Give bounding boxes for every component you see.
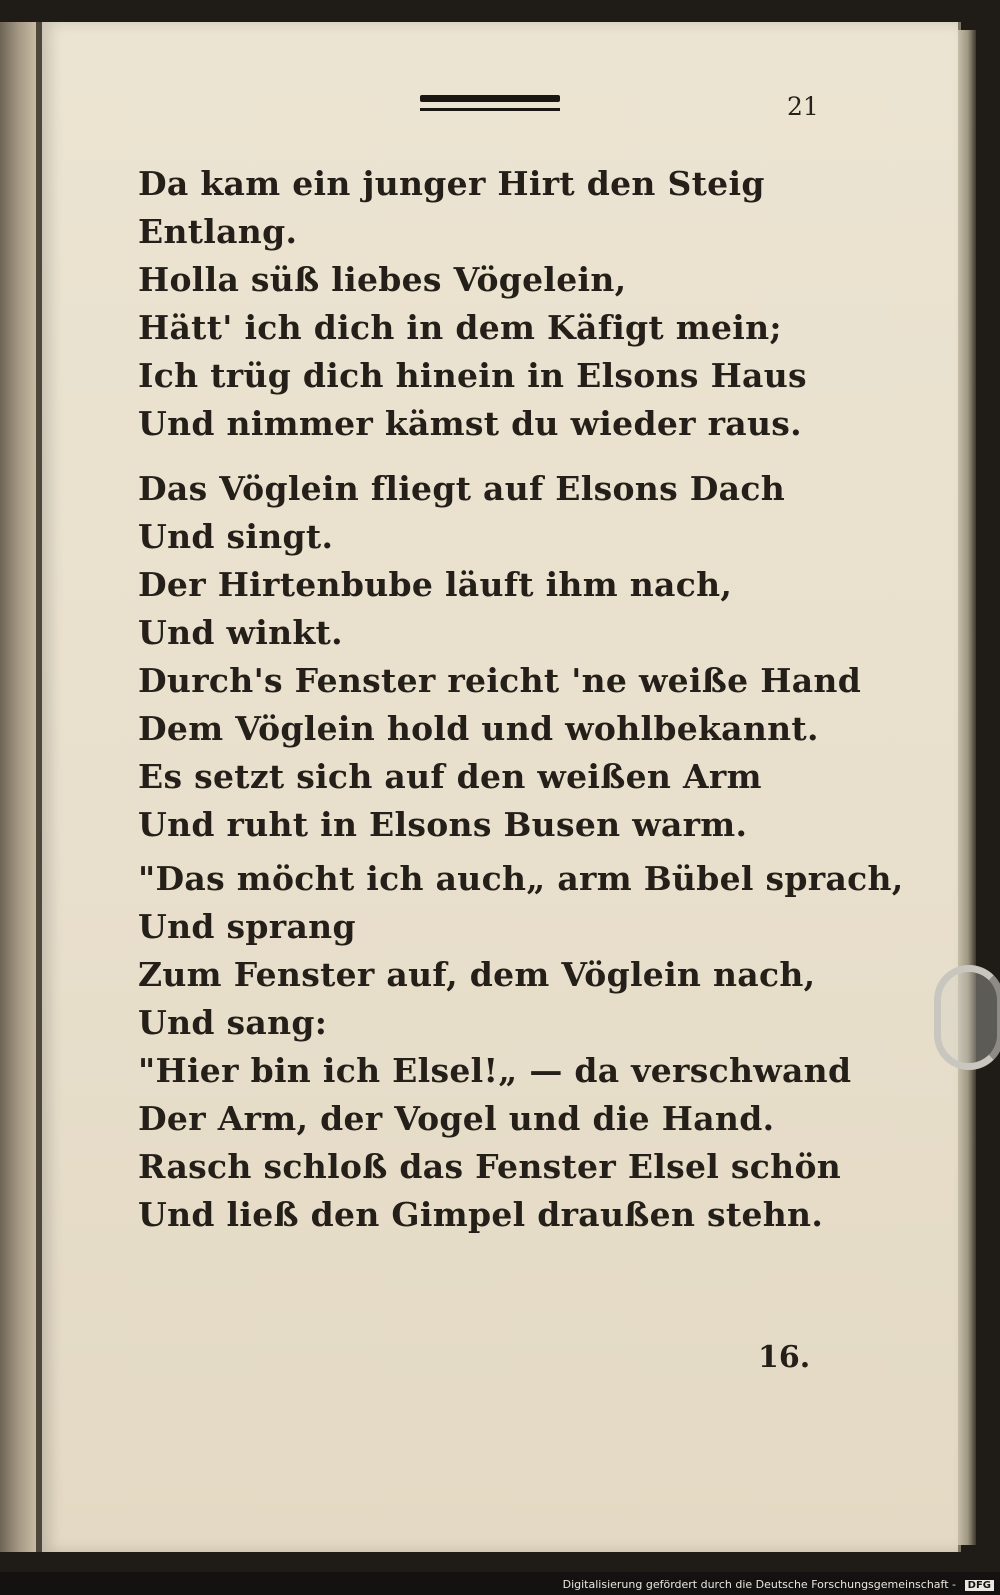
page-stack-edge <box>958 30 976 1545</box>
verse-line: Ich trüg dich hinein in Elsons Haus <box>138 356 807 395</box>
verse-line: "Hier bin ich Elsel!„ — da verschwand <box>138 1051 852 1090</box>
verse-line: Das Vöglein fliegt auf Elsons Dach <box>138 469 786 508</box>
verse-line: Zum Fenster auf, dem Vöglein nach, <box>138 955 816 994</box>
verse-line: "Das möcht ich auch„ arm Bübel sprach, <box>138 859 904 898</box>
verse-line: Der Hirtenbube läuft ihm nach, <box>138 565 733 604</box>
verse-line: Der Arm, der Vogel und die Hand. <box>138 1099 775 1138</box>
header-rule-thick <box>420 95 560 102</box>
verse-line: Und ruht in Elsons Busen warm. <box>138 805 748 844</box>
stanza-2 <box>138 465 861 849</box>
verse-line: Und sprang <box>138 907 356 946</box>
verse-line: Da kam ein junger Hirt den Steig <box>138 164 765 203</box>
verse-line: Hätt' ich dich in dem Käfigt mein; <box>138 308 782 347</box>
verse-line: Und nimmer kämst du wieder raus. <box>138 404 802 443</box>
previous-page-edge <box>0 22 38 1552</box>
funding-credit: Digitalisierung gefördert durch die Deutsche Forschungsgemeinschaft - <box>562 1578 956 1591</box>
header-rule-thin <box>420 108 560 111</box>
paper-clip <box>934 965 1000 1070</box>
verse-line: Dem Vöglein hold und wohlbekannt. <box>138 709 819 748</box>
verse-line: Entlang. <box>138 212 298 251</box>
stanza-1 <box>138 160 807 448</box>
verse-line: Und winkt. <box>138 613 343 652</box>
header-rule-ornament <box>420 95 560 119</box>
verse-line: Durch's Fenster reicht 'ne weiße Hand <box>138 661 862 700</box>
footer-bar <box>0 1572 1000 1595</box>
verse-line: Und singt. <box>138 517 334 556</box>
verse-line: Es setzt sich auf den weißen Arm <box>138 757 762 796</box>
signature-mark: 16. <box>758 1340 811 1375</box>
verse-line: Holla süß liebes Vögelein, <box>138 260 627 299</box>
verse-line: Und ließ den Gimpel draußen stehn. <box>138 1195 824 1234</box>
verse-line: Und sang: <box>138 1003 328 1042</box>
page-number: 21 <box>787 92 819 121</box>
dfg-logo: DFG <box>965 1580 994 1591</box>
stanza-3 <box>138 855 904 1239</box>
verse-line: Rasch schloß das Fenster Elsel schön <box>138 1147 842 1186</box>
